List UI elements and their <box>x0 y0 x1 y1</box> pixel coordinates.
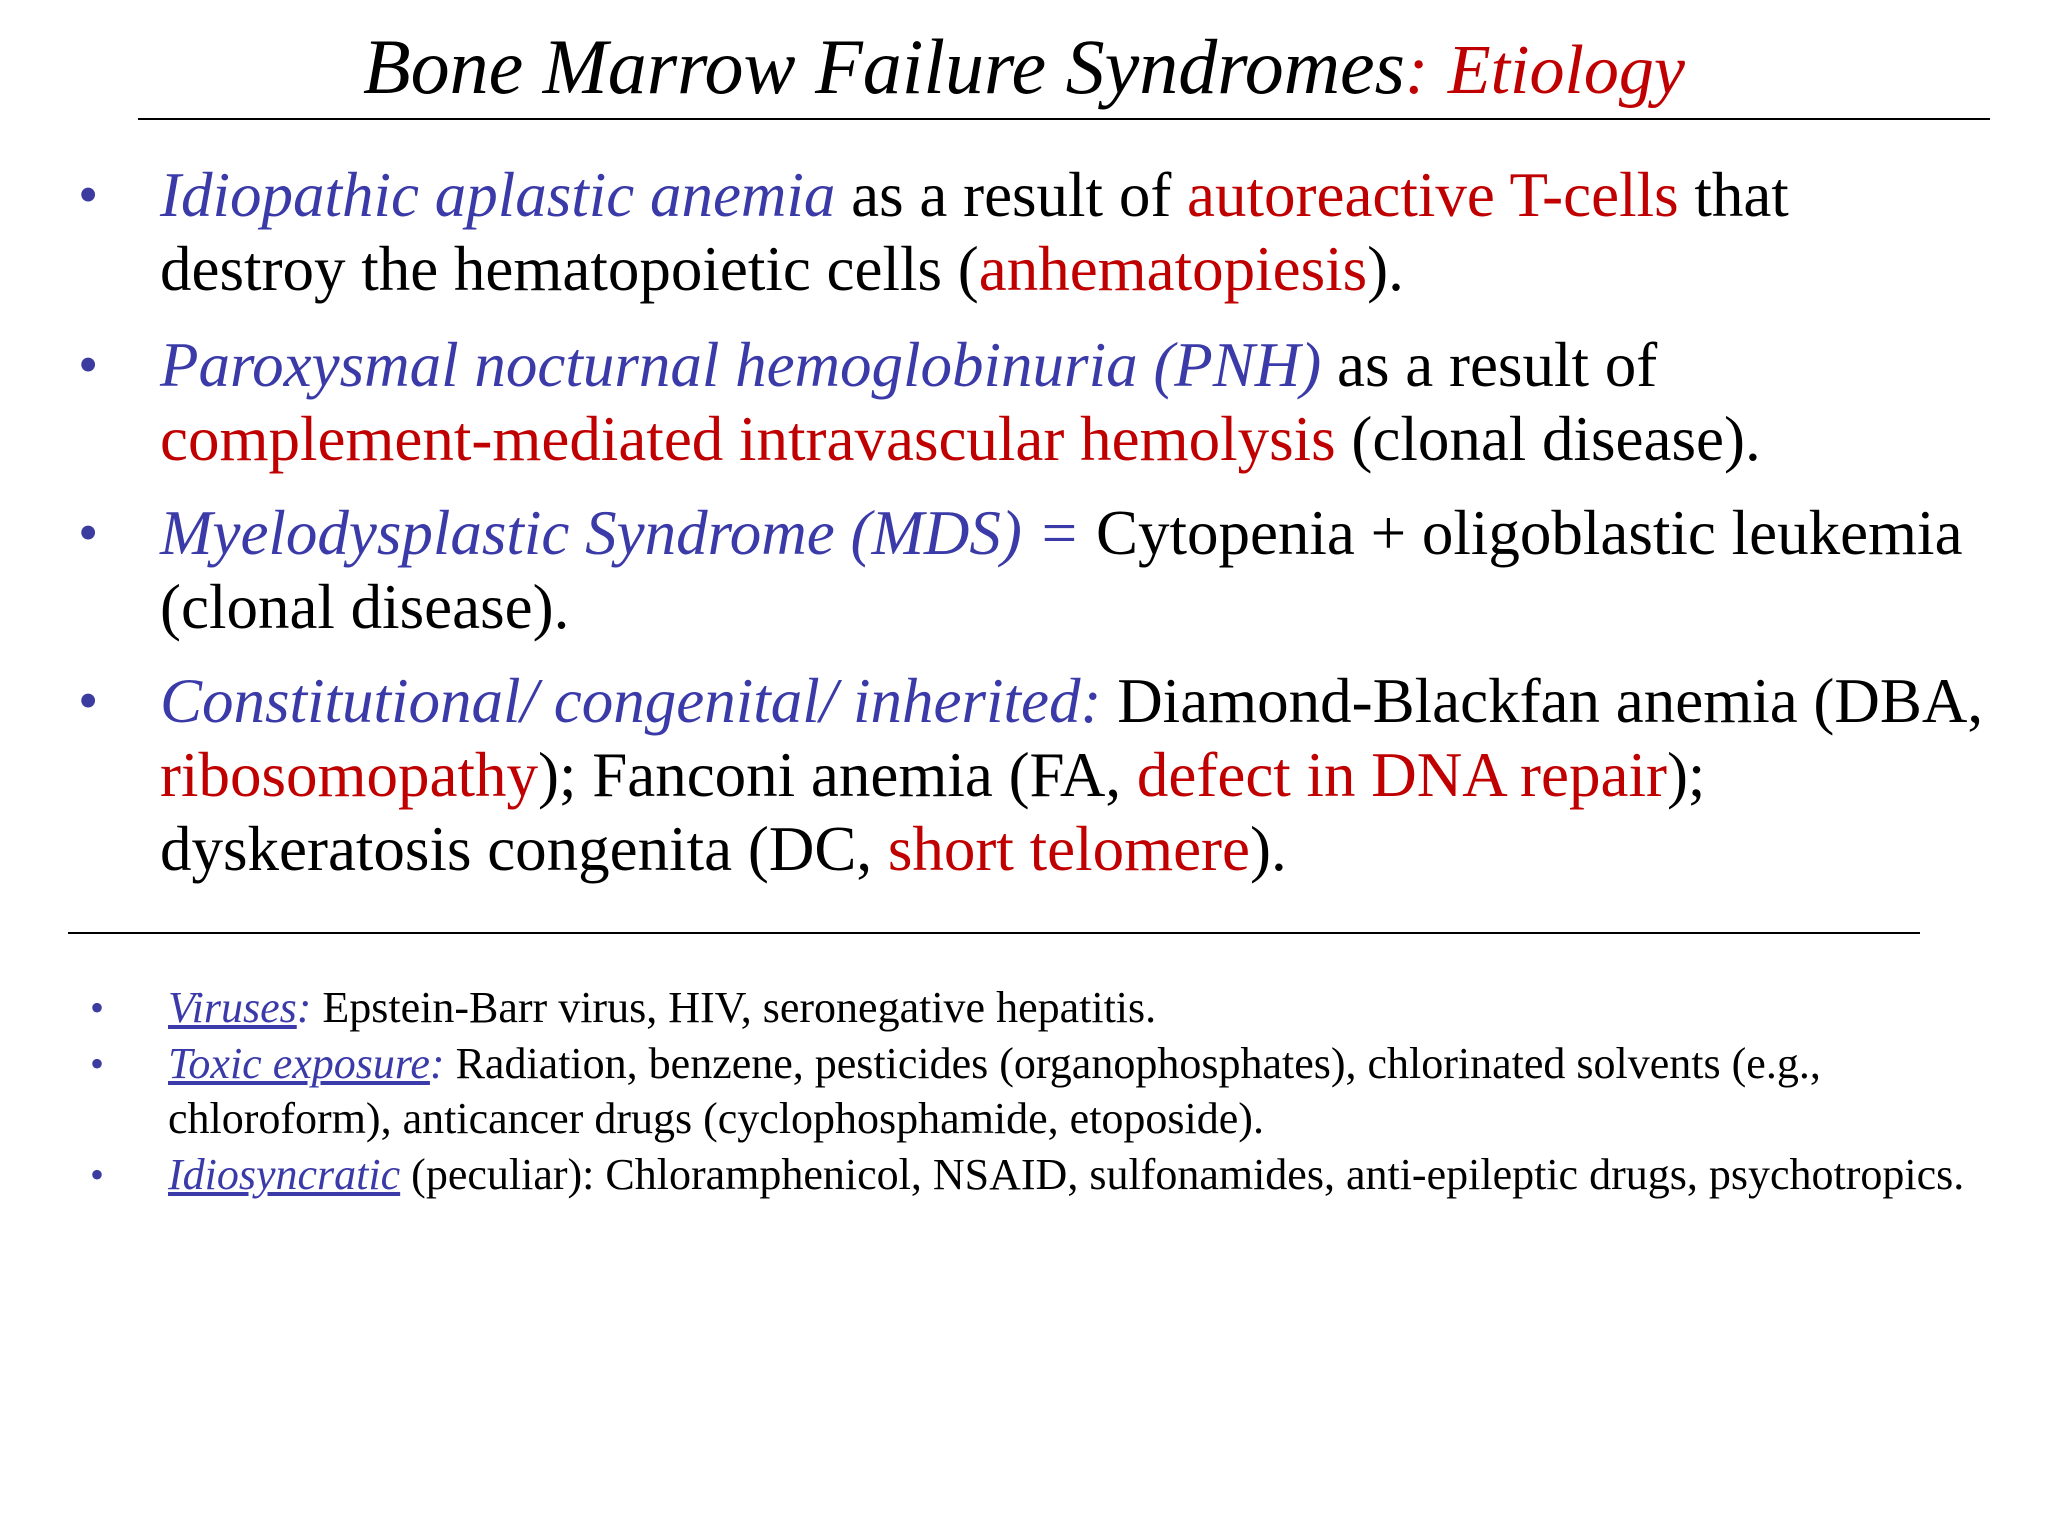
bullet-text: Cytopenia + oligoblastic leukemia (clonal disease). <box>160 498 1963 642</box>
bullet-separator: : <box>429 1039 445 1088</box>
bullet-keyword: Toxic exposure <box>168 1039 430 1088</box>
bullet-icon: • <box>90 1041 105 1086</box>
bullet-text: (clonal disease). <box>1335 404 1761 474</box>
bullet-keyword: Constitutional/ congenital/ inherited: <box>160 666 1102 736</box>
bullet-keyword: Idiopathic aplastic anemia <box>160 160 836 230</box>
bullet-text: (peculiar): Chloramphenicol, NSAID, sulfonamides, anti-epileptic drugs, psychotropics. <box>400 1150 1965 1199</box>
bullet-keyword: Paroxysmal nocturnal hemoglobinuria (PNH) <box>160 330 1322 400</box>
slide-title <box>0 22 2048 116</box>
bullet-idiosyncratic <box>90 1147 1998 1202</box>
bullet-toxic-exposure <box>90 1036 1998 1146</box>
title-divider <box>138 118 1990 120</box>
bullet-text: as a result of <box>1321 330 1658 400</box>
bullet-mds <box>78 496 1990 644</box>
bullet-text: Diamond-Blackfan anemia (DBA, <box>1101 666 1984 736</box>
bullet-icon: • <box>78 500 99 565</box>
bullet-text: as a result of <box>835 160 1188 230</box>
bullet-icon: • <box>78 332 99 397</box>
bullet-viruses <box>90 980 1998 1035</box>
bullet-constitutional <box>78 664 1990 886</box>
bullet-keyword: Idiosyncratic <box>168 1150 401 1199</box>
bullet-idiopathic-aplastic-anemia <box>78 158 1990 306</box>
bullet-highlight: ribosomopathy <box>160 740 538 810</box>
title-sub: Etiology <box>1447 32 1686 109</box>
bullet-keyword: Myelodysplastic Syndrome (MDS) = <box>160 498 1081 568</box>
bullet-text: Radiation, benzene, pesticides (organophosphates), chlorinated solvents (e.g., chloroform), anticancer drugs (cyclophosphamide, etoposide). <box>168 1039 1821 1143</box>
bullet-icon: • <box>90 1152 105 1197</box>
bullet-highlight: short telomere <box>887 814 1250 884</box>
bullet-keyword: Viruses <box>168 983 297 1032</box>
title-colon: : <box>1405 32 1429 109</box>
bullet-highlight: complement-mediated intravascular hemolysis <box>160 404 1336 474</box>
bullet-pnh <box>78 328 1990 476</box>
bullet-highlight: anhematopiesis <box>978 234 1368 304</box>
bullet-text: ); Fanconi anemia (FA, <box>537 740 1137 810</box>
bullet-highlight: autoreactive T-cells <box>1187 160 1679 230</box>
bullet-icon: • <box>78 162 99 227</box>
bullet-text: ). <box>1367 234 1404 304</box>
section-divider <box>68 932 1920 934</box>
bullet-text: that destroy the hematopoietic cells ( <box>160 160 1789 304</box>
bullet-text: Epstein-Barr virus, HIV, seronegative hepatitis. <box>311 983 1157 1032</box>
bullet-icon: • <box>78 668 99 733</box>
bullet-highlight: defect in DNA repair <box>1136 740 1667 810</box>
bullet-icon: • <box>90 985 105 1030</box>
bullet-separator: : <box>296 983 312 1032</box>
bullet-text: ). <box>1250 814 1287 884</box>
title-main: Bone Marrow Failure Syndromes <box>362 23 1406 110</box>
bullet-text: ); dyskeratosis congenita (DC, <box>160 740 1706 884</box>
